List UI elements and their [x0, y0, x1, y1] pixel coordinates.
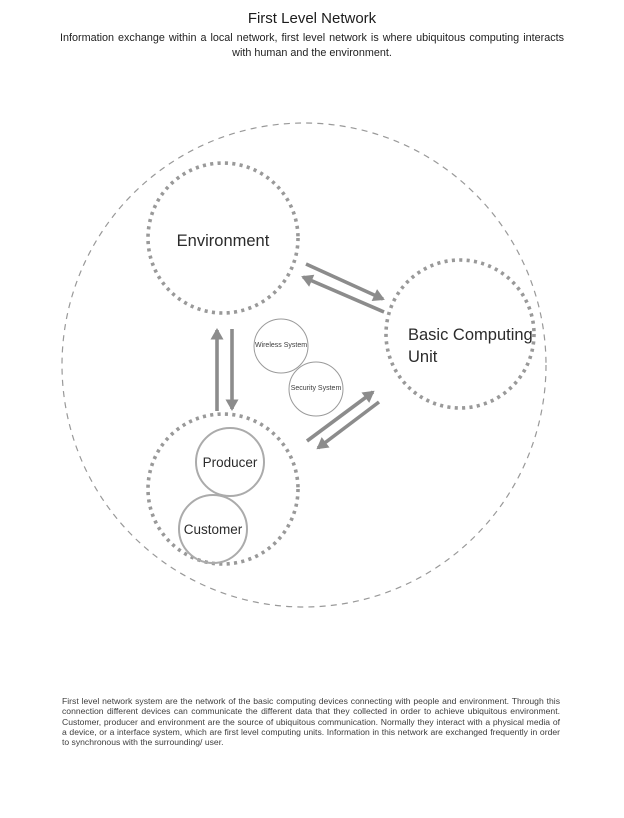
customer-label: Customer — [183, 522, 243, 537]
basic-computing-unit-label: Basic Computing Unit — [408, 326, 533, 366]
footer-paragraph: First level network system are the network of the basic computing devices connecting with people and environment. Through this connection different devices can communicate the different data that they collected in order to achieve ubiquitous environment. Customer, producer and environment are the source of ubiquitous communication. Normally they interact with a physical media of a device, or a interface system, which are first level computing units. Information in this network are exchanged frequently in order to synchronous with the surrounding/ user. — [62, 696, 560, 748]
security-system-label: Security System — [290, 385, 342, 392]
page-title: First Level Network — [247, 10, 377, 27]
page-subtitle: Information exchange within a local network, first level network is where ubiquitous computing interacts with human and the environment. — [60, 32, 564, 60]
wireless-system-label: Wireless System — [254, 342, 308, 349]
environment-label: Environment — [176, 232, 270, 250]
producer-customer-group-circle — [148, 414, 298, 564]
producer-label: Producer — [202, 455, 258, 470]
